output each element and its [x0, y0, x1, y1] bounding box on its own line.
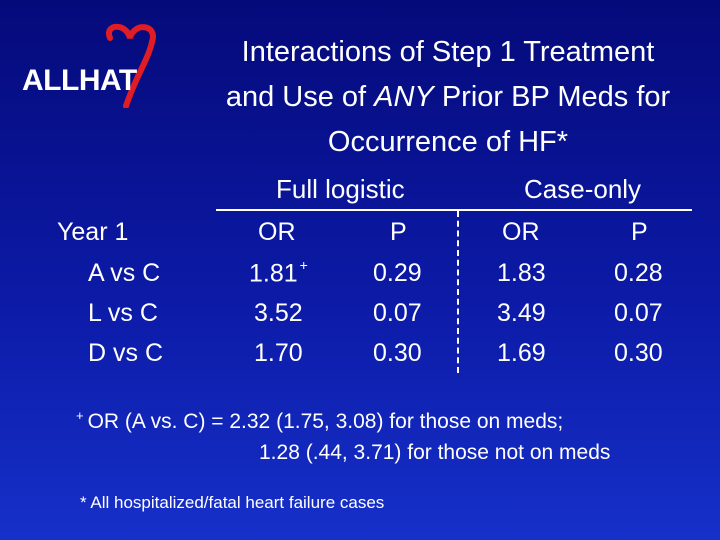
title-emphasis: ANY	[374, 81, 434, 113]
cell-l-p-full: 0.07	[373, 299, 422, 327]
row-label-a-vs-c: A vs C	[88, 259, 161, 287]
plus-footnote	[76, 410, 563, 434]
logo-text: ALLHAT	[22, 64, 137, 97]
title-line-1: Interactions of Step 1 Treatment	[241, 36, 655, 68]
group-header-full-logistic: Full logistic	[276, 174, 405, 204]
title-line-2: and Use of ANY Prior BP Meds for	[225, 81, 671, 113]
star-footnote: * All hospitalized/fatal heart failure cases	[80, 493, 385, 512]
cell-l-or-case: 3.49	[497, 299, 546, 327]
cell-a-p-case: 0.28	[614, 259, 663, 287]
column-divider	[457, 211, 459, 373]
cell-a-p-full: 0.29	[373, 259, 422, 287]
cell-a-or-case: 1.83	[497, 259, 546, 287]
plus-marker: +	[299, 257, 308, 273]
year-label: Year 1	[57, 218, 129, 246]
plus-footnote-line-2: 1.28 (.44, 3.71) for those not on meds	[259, 441, 611, 464]
title-line-3: Occurrence of HF*	[327, 126, 569, 158]
col-header-p-case: P	[631, 218, 648, 246]
plus-footnote-line-1: OR (A vs. C) = 2.32 (1.75, 3.08) for those on meds;	[87, 410, 564, 433]
group-header-case-only: Case-only	[524, 174, 642, 204]
cell-d-or-full: 1.70	[254, 339, 303, 367]
col-header-p-full: P	[390, 218, 407, 246]
cell-l-p-case: 0.07	[614, 299, 663, 327]
col-header-or-full: OR	[258, 218, 296, 246]
cell-d-p-case: 0.30	[614, 339, 663, 367]
plus-footnote-marker: +	[76, 408, 84, 423]
header-divider	[216, 209, 692, 211]
cell-a-or-full: 1.81 +	[249, 257, 308, 288]
cell-l-or-full: 3.52	[254, 299, 303, 327]
col-header-or-case: OR	[502, 218, 540, 246]
row-label-l-vs-c: L vs C	[88, 299, 158, 327]
allhat-logo	[14, 20, 164, 110]
row-label-d-vs-c: D vs C	[88, 339, 163, 367]
slide-title	[188, 30, 708, 165]
cell-d-p-full: 0.30	[373, 339, 422, 367]
cell-d-or-case: 1.69	[497, 339, 546, 367]
